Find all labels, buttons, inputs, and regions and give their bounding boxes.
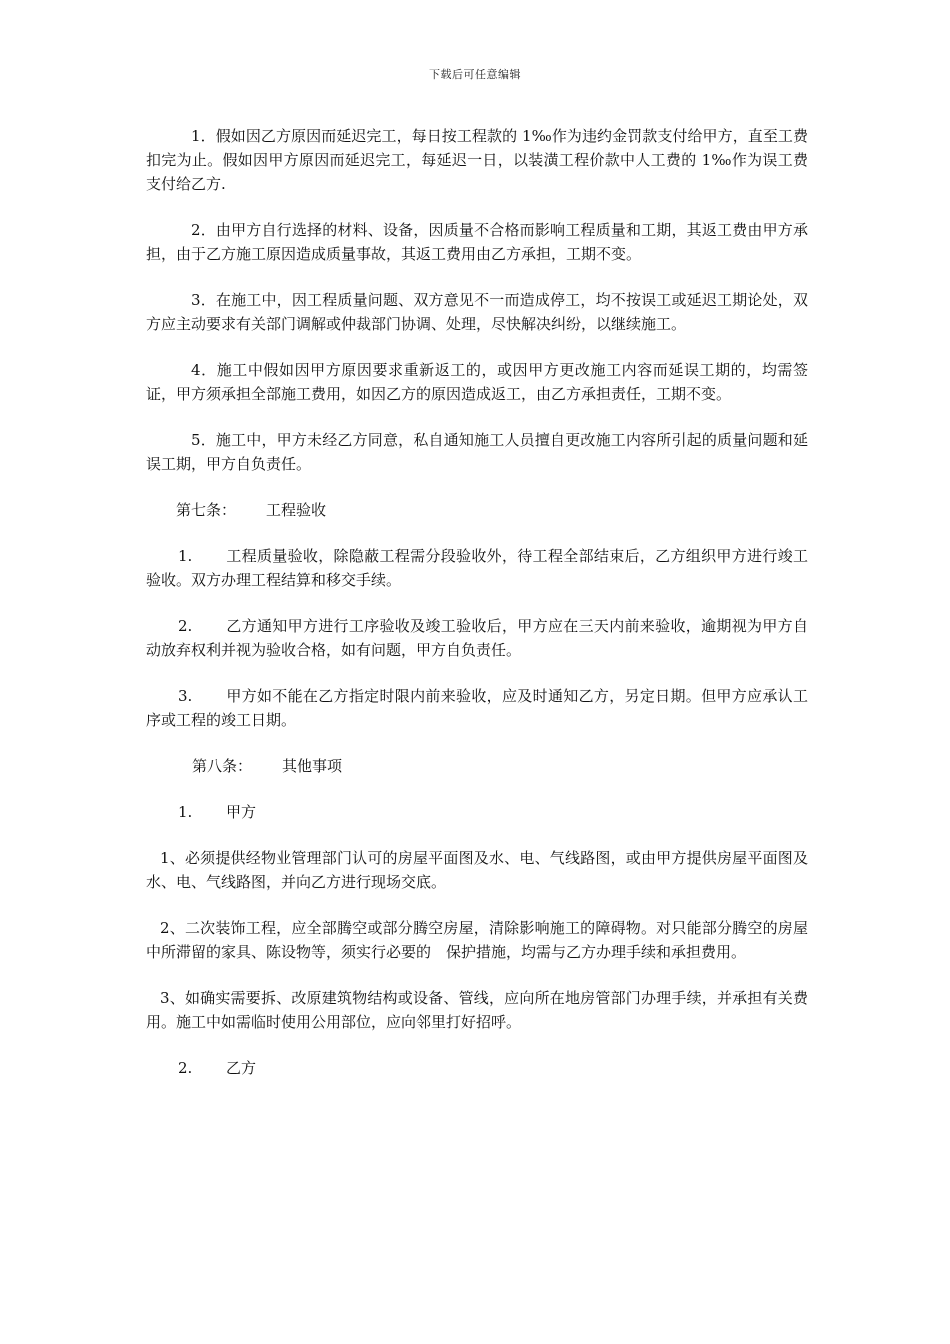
clause-1: 1．假如因乙方原因而延迟完工，每日按工程款的 1‰作为违约金罚款支付给甲方，直至工费扣完为止。假如因甲方原因而延迟完工，每延迟一日，以装潢工程价款中人工费的 1‰作为误工费支付给乙方. [146,127,808,193]
item-text: 乙方通知甲方进行工序验收及竣工验收后，甲方应在三天内前来验收，逾期视为甲方自动放弃权利并视为验收合格，如有问题，甲方自负责任。 [146,617,808,659]
article-7-item-2 [146,614,808,662]
party-a-number: 1. [178,803,193,821]
party-b-title: 乙方 [226,1059,257,1077]
article-7-item-1 [146,544,808,592]
party-a-item-3: 3、如确实需要拆、改原建筑物结构或设备、管线，应向所在地房管部门办理手续，并承担有关费用。施工中如需临时使用公用部位，应向邻里打好招呼。 [146,989,808,1031]
item-number: 1. [178,547,193,565]
clause-4: 4．施工中假如因甲方原因要求重新返工的，或因甲方更改施工内容而延误工期的，均需签证，甲方须承担全部施工费用，如因乙方的原因造成返工，由乙方承担责任，工期不变。 [146,361,808,403]
item-number: 2. [178,617,193,635]
party-b-heading [146,1056,808,1080]
header-note: 下载后可任意编辑 [429,68,521,81]
item-number: 3. [178,687,193,705]
document-body [146,124,808,1102]
party-b-number: 2. [178,1059,193,1077]
article-8-title: 其他事项 [282,757,343,775]
article-7-item-3 [146,684,808,732]
article-8-heading [146,754,808,778]
clause-2: 2．由甲方自行选择的材料、设备，因质量不合格而影响工程质量和工期，其返工费由甲方承担，由于乙方施工原因造成质量事故，其返工费用由乙方承担，工期不变。 [146,221,808,263]
party-a-item-2: 2、二次装饰工程，应全部腾空或部分腾空房屋，清除影响施工的障碍物。对只能部分腾空的房屋中所滞留的家具、陈设物等，须实行必要的 保护措施，均需与乙方办理手续和承担费用。 [146,919,808,961]
clause-3: 3．在施工中，因工程质量问题、双方意见不一而造成停工，均不按误工或延迟工期论处，双方应主动要求有关部门调解或仲裁部门协调、处理，尽快解决纠纷，以继续施工。 [146,291,808,333]
party-a-title: 甲方 [226,803,257,821]
party-a-heading [146,800,808,824]
article-7-heading [146,498,808,522]
party-a-item-1: 1、必须提供经物业管理部门认可的房屋平面图及水、电、气线路图，或由甲方提供房屋平面图及水、电、气线路图，并向乙方进行现场交底。 [146,849,808,891]
item-text: 甲方如不能在乙方指定时限内前来验收，应及时通知乙方，另定日期。但甲方应承认工序或工程的竣工日期。 [146,687,808,729]
clause-5: 5．施工中，甲方未经乙方同意，私自通知施工人员擅自更改施工内容所引起的质量问题和延误工期，甲方自负责任。 [146,431,808,473]
article-8-label: 第八条： [192,757,253,775]
article-7-label: 第七条： [176,501,237,519]
article-7-title: 工程验收 [266,501,327,519]
item-text: 工程质量验收，除隐蔽工程需分段验收外，待工程全部结束后，乙方组织甲方进行竣工验收。双方办理工程结算和移交手续。 [146,547,808,589]
